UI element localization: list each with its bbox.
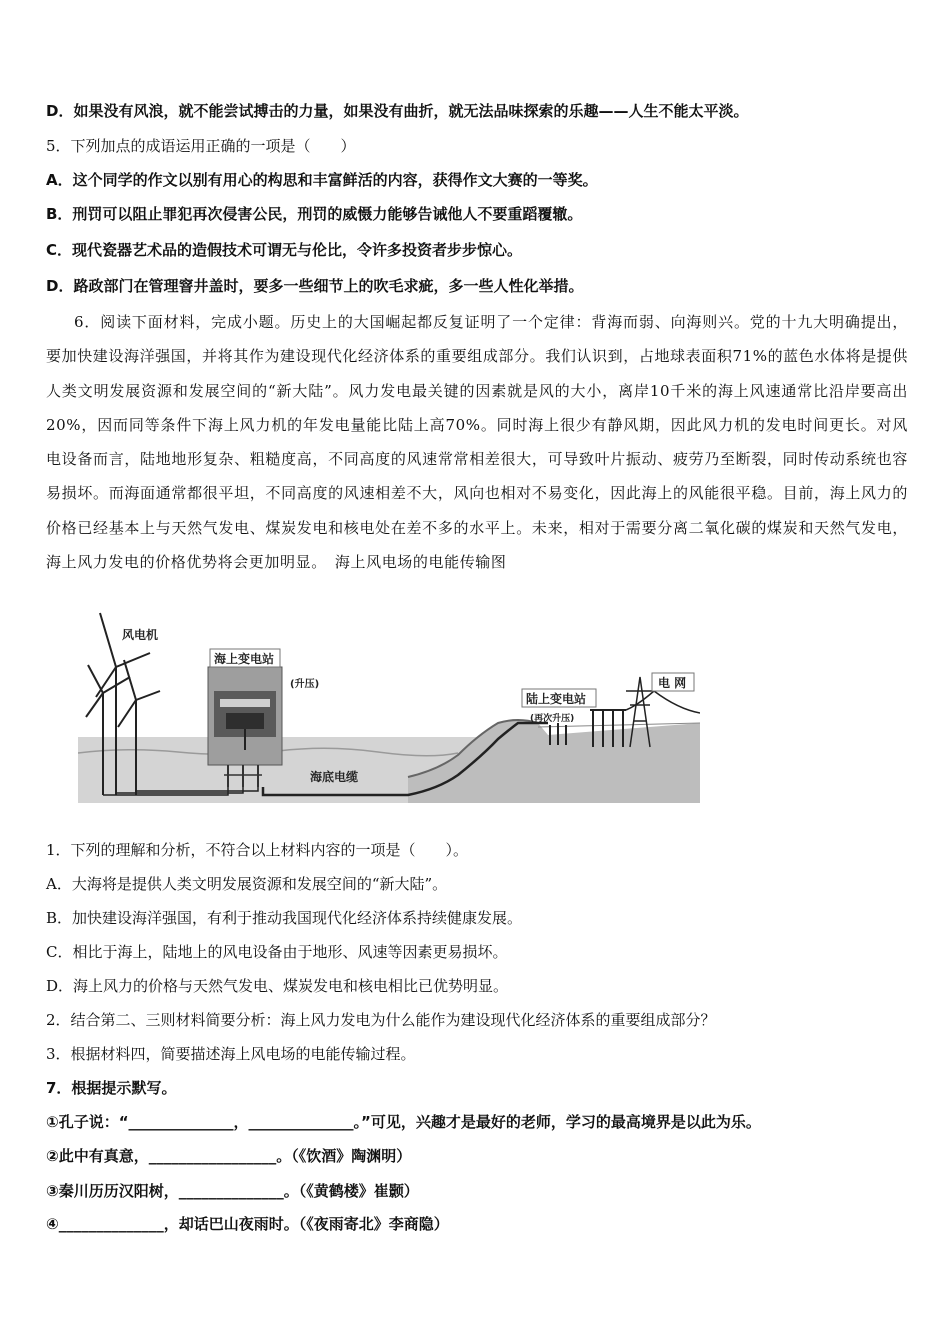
label-cable: 海底电缆 bbox=[310, 770, 359, 784]
offshore-wind-transmission-diagram bbox=[78, 605, 700, 803]
q4-option-d: D．如果没有风浪，就不能尝试搏击的力量，如果没有曲折，就无法品味探索的乐趣——人生不能太平淡。 bbox=[46, 102, 749, 120]
q7-item-2: ②此中有真意，_________________。（《饮酒》陶渊明） bbox=[46, 1147, 412, 1165]
q6-sub2: 2．结合第二、三则材料简要分析：海上风力发电为什么能作为建设现代化经济体系的重要组成部分？ bbox=[46, 1011, 716, 1029]
q5-option-b: B．刑罚可以阻止罪犯再次侵害公民，刑罚的威慑力能够告诫他人不要重蹈覆辙。 bbox=[46, 205, 583, 223]
q6-sub1-option-d: D．海上风力的价格与天然气发电、煤炭发电和核电相比已优势明显。 bbox=[46, 977, 509, 995]
label-offshore-station: 海上变电站 bbox=[214, 652, 275, 666]
q6-sub1-option-b: B．加快建设海洋强国，有利于推动我国现代化经济体系持续健康发展。 bbox=[46, 909, 523, 927]
label-onshore-station: 陆上变电站 bbox=[526, 692, 587, 706]
q6-sub1-option-a: A．大海将是提供人类文明发展资源和发展空间的“新大陆”。 bbox=[46, 875, 448, 893]
q6-passage: 6．阅读下面材料，完成小题。历史上的大国崛起都反复证明了一个定律：背海而弱、向海则兴。党的十九大明确提出，要加快建设海洋强国，并将其作为建设现代化经济体系的重要组成部分。我们认识到，占地球表面积71%的蓝色水体将是提供人类文明发展资源和发展空间的“新大陆”。风力发电最关键的因素就是风的大小，离岸10千米的海上风速通常比沿岸要高出20%，因而同等条件下海上风力机的年发电量能比陆上高70%。同时海上很少有静风期，因此风力机的发电时间更长。对风电设备而言，陆地地形复杂、粗糙度高，不同高度的风速常常相差很大，可导致叶片振动、疲劳乃至断裂，同时传动系统也容易损坏。而海面通常都很平坦，不同高度的风速相差不大，风向也相对不易变化，因此海上的风能很平稳。目前，海上风力的价格已经基本上与天然气发电、煤炭发电和核电处在差不多的水平上。未来，相对于需要分离二氧化碳的煤炭和天然气发电，海上风力发电的价格优势将会更加明显。 海上风电场的电能传输图 bbox=[46, 313, 908, 572]
q5-option-a: A．这个同学的作文以别有用心的构思和丰富鲜活的内容，获得作文大赛的一等奖。 bbox=[46, 171, 598, 189]
q7-stem: 7．根据提示默写。 bbox=[46, 1079, 177, 1097]
label-step-up: (升压) bbox=[290, 679, 320, 690]
q7-item-4: ④______________，却话巴山夜雨时。（《夜雨寄北》李商隐） bbox=[46, 1215, 449, 1233]
q5-stem: 5．下列加点的成语运用正确的一项是（ ） bbox=[46, 137, 356, 155]
label-wind-turbine: 风电机 bbox=[122, 628, 159, 642]
q7-item-1: ①孔子说：“______________，______________。”可见，兴趣才是最好的老师，学习的最高境界是以此为乐。 bbox=[46, 1113, 761, 1131]
label-grid: 电 网 bbox=[658, 676, 687, 690]
q6-sub3: 3．根据材料四，简要描述海上风电场的电能传输过程。 bbox=[46, 1045, 416, 1063]
q7-item-3: ③秦川历历汉阳树，______________。（《黄鹤楼》崔颢） bbox=[46, 1182, 419, 1200]
label-step-up-again: (再次升压) bbox=[530, 714, 575, 724]
q6-sub1-option-c: C．相比于海上，陆地上的风电设备由于地形、风速等因素更易损坏。 bbox=[46, 943, 508, 961]
q6-sub1-stem: 1．下列的理解和分析，不符合以上材料内容的一项是（ ）。 bbox=[46, 841, 469, 859]
q5-option-d: D．路政部门在管理窨井盖时，要多一些细节上的吹毛求疵，多一些人性化举措。 bbox=[46, 277, 584, 295]
q5-option-c: C．现代瓷器艺术品的造假技术可谓无与伦比，令许多投资者步步惊心。 bbox=[46, 241, 523, 259]
